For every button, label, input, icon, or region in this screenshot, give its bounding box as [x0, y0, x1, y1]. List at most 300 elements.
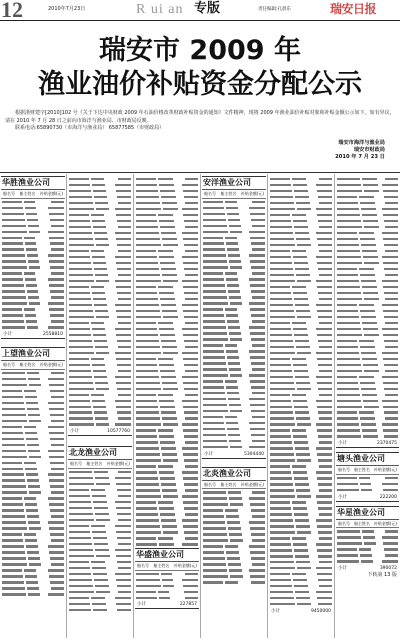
cell-text	[203, 497, 227, 499]
cell-text	[136, 406, 158, 408]
cell-text	[316, 328, 332, 330]
cell-text	[295, 376, 309, 378]
table-row	[337, 213, 398, 218]
cell-text	[94, 304, 107, 306]
cell-text	[383, 310, 398, 312]
table-row	[337, 297, 398, 302]
cell-text	[117, 561, 131, 563]
cell-text	[384, 268, 398, 270]
cell-text	[51, 563, 64, 565]
table-row	[270, 327, 332, 332]
table-row	[337, 392, 398, 397]
cell-text	[161, 376, 176, 378]
cell-text	[115, 328, 131, 330]
table-row	[69, 572, 131, 577]
cell-text	[360, 554, 372, 556]
cell-text	[69, 382, 93, 384]
cell-text	[292, 358, 306, 360]
table-row	[136, 207, 198, 212]
cell-text	[337, 400, 361, 402]
cell-text	[270, 507, 291, 509]
table-row	[203, 271, 265, 276]
table-row	[270, 267, 332, 272]
table-row	[270, 596, 332, 601]
table-row	[2, 205, 64, 210]
cell-text	[337, 268, 357, 270]
cell-text	[118, 226, 131, 228]
cell-text	[362, 322, 377, 324]
cell-text	[51, 296, 64, 298]
table-header	[202, 481, 266, 490]
cell-text	[316, 232, 332, 234]
cell-text	[94, 471, 108, 473]
cell-text	[318, 411, 332, 413]
cell-text	[161, 483, 176, 485]
table-row	[203, 532, 265, 537]
cell-text	[96, 244, 109, 246]
table-row	[270, 518, 332, 523]
header-name: 船主姓名	[19, 362, 36, 368]
cell-text	[69, 226, 91, 228]
table-row	[203, 217, 265, 222]
cell-text	[359, 411, 374, 413]
cell-text	[385, 477, 398, 479]
headline-line-2: 渔业油价补贴资金分配公示	[38, 69, 362, 100]
cell-text	[69, 214, 89, 216]
cell-text	[317, 310, 332, 312]
cell-text	[318, 244, 332, 246]
company-heading: 华胜渔业公司	[1, 176, 65, 190]
table-row	[337, 279, 398, 284]
table-row	[337, 261, 398, 266]
cell-text	[317, 501, 332, 503]
cell-text	[319, 202, 332, 204]
cell-text	[27, 408, 39, 410]
cell-text	[26, 213, 37, 215]
cell-text	[252, 416, 265, 418]
cell-text	[270, 549, 292, 551]
table-row	[270, 369, 332, 374]
cell-text	[203, 225, 227, 227]
table-row	[136, 524, 198, 529]
cell-text	[317, 477, 332, 479]
cell-text	[115, 208, 131, 210]
table-row	[69, 607, 131, 612]
cell-text	[319, 178, 332, 180]
table-row	[270, 249, 332, 254]
table-row	[337, 529, 398, 534]
table-row	[136, 201, 198, 206]
cell-text	[161, 232, 176, 234]
cell-text	[294, 334, 308, 336]
cell-text	[162, 382, 177, 384]
table-row	[337, 428, 398, 433]
cell-text	[318, 220, 332, 222]
table-row	[270, 470, 332, 475]
cell-text	[116, 406, 131, 408]
cell-text	[2, 219, 25, 221]
table-row	[136, 297, 198, 302]
cell-text	[136, 400, 157, 402]
cell-text	[26, 284, 37, 286]
cell-text	[203, 296, 227, 298]
table-row	[203, 247, 265, 252]
cell-text	[184, 388, 198, 390]
cell-text	[136, 429, 156, 431]
cell-text	[51, 320, 64, 322]
table-row	[2, 490, 64, 495]
cell-text	[229, 296, 241, 298]
table-row	[270, 183, 332, 188]
cell-text	[2, 237, 22, 239]
table-row	[2, 200, 64, 205]
cell-text	[162, 202, 177, 204]
header-amount: 补贴金额(元)	[106, 461, 130, 467]
cell-text	[2, 272, 22, 274]
cell-text	[229, 260, 241, 262]
cell-text	[2, 581, 24, 583]
table-row	[203, 229, 265, 234]
cell-text	[28, 378, 40, 380]
cell-text	[117, 292, 131, 294]
cell-text	[49, 308, 64, 310]
cell-text	[251, 533, 265, 535]
cell-text	[115, 549, 131, 551]
cell-text	[2, 231, 27, 233]
table-rows	[68, 469, 132, 612]
cell-text	[136, 274, 160, 276]
cell-text	[364, 262, 379, 264]
cell-text	[51, 515, 64, 517]
cell-text	[182, 376, 198, 378]
cell-text	[93, 334, 106, 336]
table-header	[336, 466, 399, 475]
cell-text	[93, 190, 106, 192]
cell-text	[251, 434, 265, 436]
cell-text	[337, 417, 358, 419]
cell-text	[96, 483, 110, 485]
table-row	[337, 422, 398, 427]
table-row	[203, 580, 265, 585]
cell-text	[163, 459, 178, 461]
cell-text	[69, 501, 91, 503]
cell-text	[26, 248, 37, 250]
continued-note: 下转第 13 版	[367, 572, 397, 579]
table-row	[203, 526, 265, 531]
table-row	[2, 592, 64, 597]
table-row	[136, 446, 198, 451]
cell-text	[337, 184, 361, 186]
table-row	[69, 327, 131, 332]
cell-text	[361, 423, 376, 425]
cell-text	[184, 507, 198, 509]
cell-text	[270, 477, 292, 479]
cell-text	[319, 513, 332, 515]
cell-text	[136, 262, 158, 264]
header-boat: 船名号	[338, 520, 350, 526]
cell-text	[297, 352, 311, 354]
cell-text	[92, 256, 105, 258]
cell-text	[51, 420, 64, 422]
table-row	[136, 321, 198, 326]
cell-text	[203, 332, 227, 334]
cell-text	[69, 609, 91, 611]
cell-text	[2, 503, 23, 505]
cell-text	[360, 483, 371, 485]
cell-text	[318, 459, 332, 461]
cell-text	[270, 423, 295, 425]
cell-text	[116, 238, 131, 240]
table-row	[2, 514, 64, 519]
cell-text	[292, 214, 306, 216]
cell-text	[316, 208, 332, 210]
cell-text	[203, 398, 226, 400]
cell-text	[160, 334, 175, 336]
cell-text	[24, 426, 36, 428]
cell-text	[252, 320, 265, 322]
cell-text	[270, 298, 292, 300]
cell-text	[203, 515, 224, 517]
cell-text	[316, 519, 332, 521]
cell-text	[49, 284, 64, 286]
cell-text	[136, 346, 160, 348]
cell-text	[227, 248, 239, 250]
cell-text	[203, 338, 228, 340]
cell-text	[182, 256, 198, 258]
table-row	[337, 363, 398, 368]
table-row	[337, 553, 398, 558]
cell-text	[359, 477, 370, 479]
cell-text	[383, 238, 398, 240]
table-row	[136, 363, 198, 368]
cell-text	[385, 417, 398, 419]
cell-text	[69, 184, 90, 186]
table-row	[136, 440, 198, 445]
cell-text	[117, 316, 131, 318]
cell-text	[2, 372, 25, 374]
cell-text	[293, 292, 307, 294]
table-row	[136, 452, 198, 457]
table-row	[136, 482, 198, 487]
cell-text	[24, 237, 35, 239]
cell-text	[270, 280, 295, 282]
cell-text	[296, 202, 310, 204]
cell-text	[249, 497, 265, 499]
cell-text	[136, 483, 159, 485]
cell-text	[316, 184, 332, 186]
cell-text	[295, 519, 309, 521]
cell-text	[337, 352, 359, 354]
cell-text	[225, 272, 237, 274]
cell-text	[26, 509, 38, 511]
subtotal-value: 10577760	[107, 429, 130, 435]
cell-text	[316, 471, 332, 473]
cell-text	[230, 410, 242, 412]
cell-text	[295, 196, 309, 198]
table-row	[69, 554, 131, 559]
cell-text	[2, 278, 23, 280]
cell-text	[49, 432, 64, 434]
table-row	[270, 213, 332, 218]
table-row	[2, 442, 64, 447]
company-heading: 安洋渔业公司	[202, 176, 266, 190]
table-header	[336, 520, 399, 529]
cell-text	[159, 256, 174, 258]
cell-text	[226, 515, 239, 517]
cell-text	[27, 515, 39, 517]
cell-text	[359, 304, 374, 306]
cell-text	[203, 533, 227, 535]
cell-text	[319, 226, 332, 228]
cell-text	[337, 232, 357, 234]
table-row	[69, 494, 131, 499]
cell-text	[160, 441, 175, 443]
table-row	[69, 590, 131, 595]
cell-text	[270, 322, 290, 324]
cell-text	[117, 411, 131, 413]
cell-text	[229, 368, 241, 370]
cell-text	[317, 429, 332, 431]
table-row	[69, 339, 131, 344]
cell-text	[227, 320, 239, 322]
cell-text	[69, 525, 89, 527]
cell-text	[337, 382, 358, 384]
cell-text	[136, 340, 159, 342]
cell-text	[29, 302, 40, 304]
table-row	[203, 550, 265, 555]
cell-text	[136, 280, 161, 282]
cell-text	[228, 290, 240, 292]
cell-text	[69, 370, 91, 372]
cell-text	[363, 292, 378, 294]
cell-text	[2, 302, 27, 304]
cell-text	[203, 362, 226, 364]
cell-text	[163, 423, 178, 425]
cell-text	[136, 286, 156, 288]
table-row	[270, 584, 332, 589]
cell-text	[270, 501, 290, 503]
notice-issuer	[335, 140, 385, 161]
cell-text	[2, 575, 23, 577]
table-row	[270, 243, 332, 248]
cell-text	[161, 411, 176, 413]
cell-text	[293, 220, 307, 222]
cell-text	[48, 593, 64, 595]
cell-text	[361, 388, 376, 390]
cell-text	[116, 579, 131, 581]
cell-text	[69, 555, 94, 557]
cell-text	[382, 423, 398, 425]
cell-text	[337, 250, 360, 252]
table-row	[337, 249, 398, 254]
table-row	[136, 315, 198, 320]
cell-text	[184, 531, 198, 533]
cell-text	[158, 501, 173, 503]
cell-text	[50, 290, 64, 292]
table-row	[69, 470, 131, 475]
cell-text	[252, 225, 265, 227]
cell-text	[249, 207, 265, 209]
cell-text	[203, 242, 224, 244]
table-row	[337, 285, 398, 290]
table-row	[337, 207, 398, 212]
table-row	[69, 488, 131, 493]
cell-text	[69, 537, 91, 539]
table-row	[203, 307, 265, 312]
table-row	[203, 295, 265, 300]
cell-text	[203, 314, 224, 316]
cell-text	[28, 450, 40, 452]
cell-text	[297, 280, 311, 282]
table-row	[2, 217, 64, 222]
cell-text	[203, 440, 227, 442]
cell-text	[250, 551, 265, 553]
cell-text	[69, 411, 92, 413]
cell-text	[184, 411, 198, 413]
headline-line-1: 瑞安市 2009 年	[99, 35, 301, 66]
cell-text	[251, 266, 265, 268]
cell-text	[185, 178, 198, 180]
table-row	[337, 243, 398, 248]
table-row	[337, 321, 398, 326]
cell-text	[2, 266, 27, 268]
cell-text	[48, 521, 64, 523]
cell-text	[183, 406, 198, 408]
cell-text	[50, 438, 64, 440]
cell-text	[316, 447, 332, 449]
section-divider	[0, 172, 400, 173]
cell-text	[225, 201, 237, 203]
column-divider	[334, 174, 335, 638]
cell-text	[270, 388, 295, 390]
cell-text	[69, 406, 91, 408]
cell-text	[161, 519, 176, 521]
cell-text	[337, 208, 359, 210]
cell-text	[249, 446, 265, 448]
cell-text	[69, 244, 94, 246]
table-row	[69, 500, 131, 505]
cell-text	[2, 432, 23, 434]
cell-text	[95, 585, 109, 587]
cell-text	[295, 232, 309, 234]
table-row	[270, 500, 332, 505]
table-row	[69, 602, 131, 607]
cell-text	[2, 450, 26, 452]
table-row	[203, 361, 265, 366]
cell-text	[136, 184, 157, 186]
cell-text	[270, 286, 290, 288]
table-row	[136, 351, 198, 356]
table-row	[2, 377, 64, 382]
cell-text	[203, 237, 223, 239]
cell-text	[24, 462, 36, 464]
cell-text	[318, 579, 332, 581]
cell-text	[296, 453, 310, 455]
cell-text	[385, 226, 398, 228]
cell-text	[136, 178, 156, 180]
header-name: 船主姓名	[153, 563, 170, 569]
table-row	[203, 319, 265, 324]
cell-text	[203, 380, 223, 382]
cell-text	[182, 328, 198, 330]
table-row	[270, 398, 332, 403]
cell-text	[184, 435, 198, 437]
cell-text	[184, 483, 198, 485]
cell-text	[69, 268, 92, 270]
cell-text	[2, 242, 23, 244]
cell-text	[184, 316, 198, 318]
cell-text	[382, 376, 398, 378]
